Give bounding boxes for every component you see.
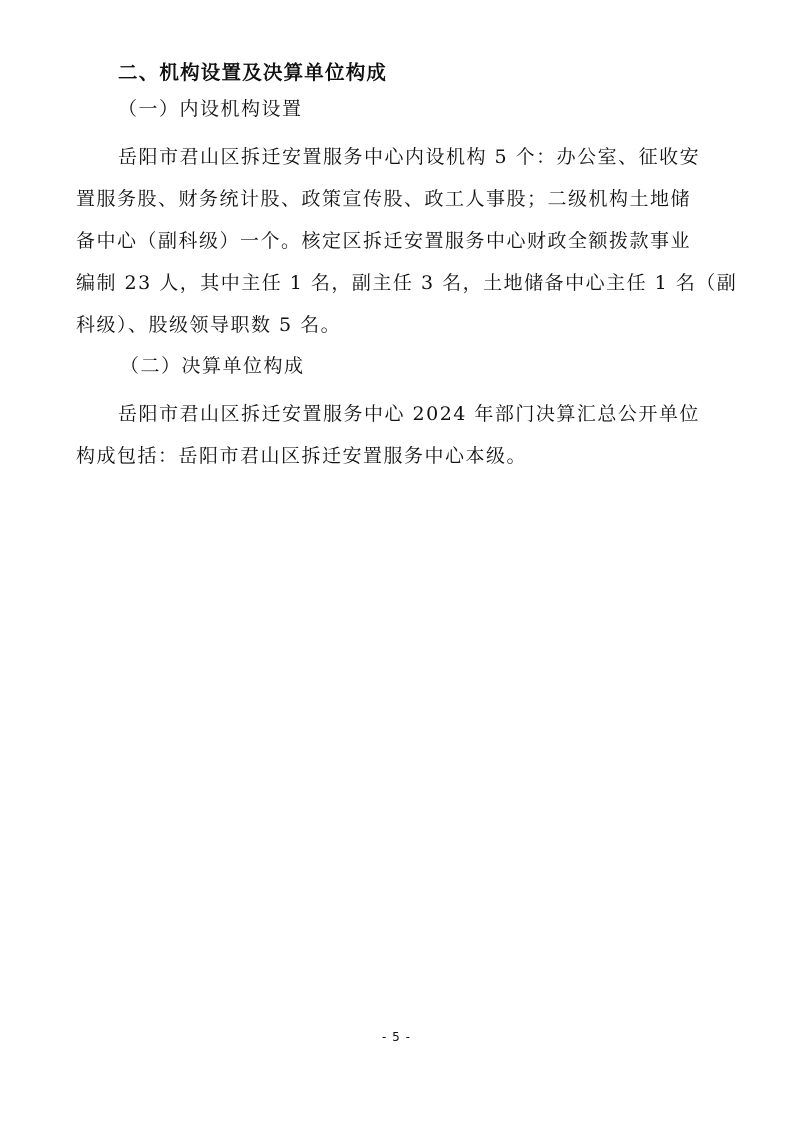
paragraph-line: 构成包括：岳阳市君山区拆迁安置服务中心本级。 — [76, 445, 528, 467]
paragraph-line: 岳阳市君山区拆迁安置服务中心 2024 年部门决算汇总公开单位 — [118, 403, 700, 425]
paragraph-internal-structure — [76, 136, 738, 346]
subsection-title-final-accounts-units: （二）决算单位构成 — [120, 355, 305, 377]
paragraph-line: 岳阳市君山区拆迁安置服务中心内设机构 5 个：办公室、征收安 — [118, 146, 701, 168]
paragraph-line: 科级）、股级领导职数 5 名。 — [76, 314, 342, 336]
section-heading: 二、机构设置及决算单位构成 — [118, 61, 388, 84]
paragraph-line: 备中心（副科级）一个。核定区拆迁安置服务中心财政全额拨款事业 — [76, 230, 692, 252]
subsection-title-internal-structure: （一）内设机构设置 — [118, 98, 303, 120]
page-number: - 5 - — [382, 1030, 411, 1044]
paragraph-line: 编制 23 人，其中主任 1 名，副主任 3 名，土地储备中心主任 1 名（副 — [76, 272, 738, 294]
paragraph-final-accounts-units — [76, 393, 738, 477]
paragraph-line: 置服务股、财务统计股、政策宣传股、政工人事股；二级机构土地储 — [76, 188, 692, 210]
